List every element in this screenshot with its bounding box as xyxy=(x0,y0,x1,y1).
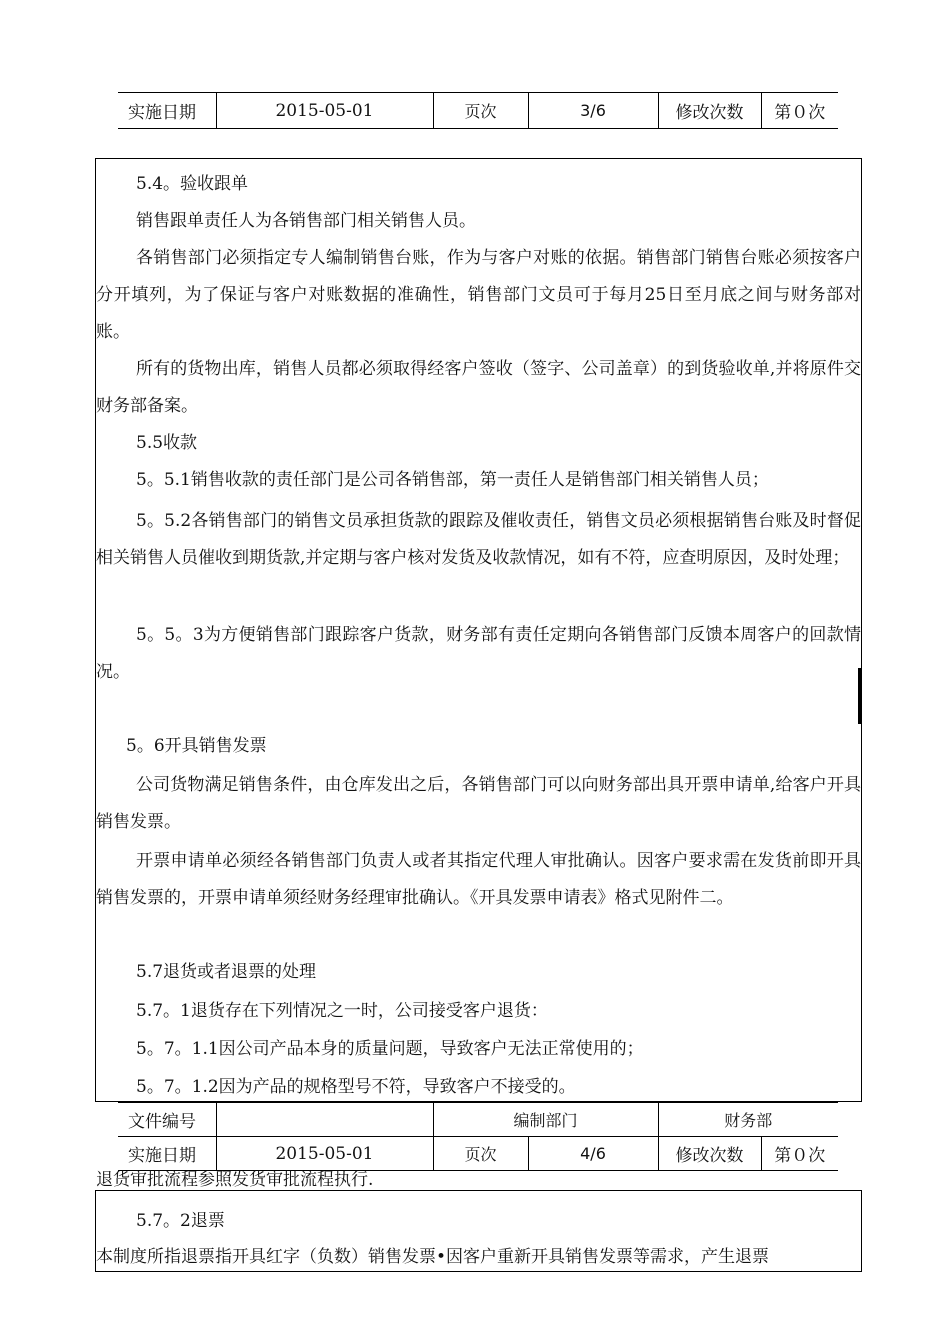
page-header-table xyxy=(118,92,838,129)
impl-date-label: 实施日期 xyxy=(118,93,216,129)
header-row xyxy=(118,1103,838,1137)
paragraph: 开票申请单必须经各销售部门负责人或者其指定代理人审批确认。因客户要求需在发货前即开具销售发票的，开票申请单须经财务经理审批确认。《开具发票申请表》格式见附件二。 xyxy=(96,851,861,908)
header-row xyxy=(118,1137,838,1171)
dept-label: 编制部门 xyxy=(433,1103,658,1137)
paragraph: 所有的货物出库，销售人员都必须取得经客户签收（签字、公司盖章）的到货验收单,并将原件交财务部备案。 xyxy=(96,359,861,416)
header-row xyxy=(118,93,838,129)
paragraph: 5。7。1.2因为产品的规格型号不符，导致客户不接受的。 xyxy=(136,1077,576,1097)
section-5-6-heading: 5。6开具销售发票 xyxy=(126,736,267,756)
page-label: 页次 xyxy=(433,1137,528,1171)
paragraph: 5.7。1退货存在下列情况之一时，公司接受客户退货： xyxy=(136,1001,548,1021)
section-5-7-heading: 5.7退货或者退票的处理 xyxy=(136,962,317,982)
content-box xyxy=(95,1190,862,1272)
page-label: 页次 xyxy=(433,93,528,129)
page-value: 3/6 xyxy=(528,93,658,129)
paragraph: 5。5.2各销售部门的销售文员承担货款的跟踪及催收责任，销售文员必须根据销售台账及时督促相关销售人员催收到期货款,并定期与客户核对发货及收款情况，如有不符，应查明原因，及时处理； xyxy=(96,511,861,568)
section-5-5-heading: 5.5收款 xyxy=(136,433,198,453)
border-mark xyxy=(858,668,861,724)
revision-label: 修改次数 xyxy=(658,1137,761,1171)
impl-date-value: 2015-05-01 xyxy=(216,1137,433,1171)
page-value: 4/6 xyxy=(528,1137,658,1171)
page-header-table xyxy=(118,1102,838,1171)
paragraph: 公司货物满足销售条件，由仓库发出之后，各销售部门可以向财务部出具开票申请单,给客户开具销售发票。 xyxy=(96,775,861,832)
impl-date-label: 实施日期 xyxy=(118,1137,216,1171)
loose-paragraph: 退货审批流程参照发货审批流程执行. xyxy=(96,1170,374,1190)
paragraph: 各销售部门必须指定专人编制销售台账，作为与客户对账的依据。销售部门销售台账必须按客户分开填列，为了保证与客户对账数据的准确性，销售部门文员可于每月25日至月底之间与财务部对账。 xyxy=(96,248,861,342)
content-box xyxy=(95,158,862,1102)
revision-value: 第０次 xyxy=(761,1137,838,1171)
paragraph: 销售跟单责任人为各销售部门相关销售人员。 xyxy=(136,211,476,231)
dept-value: 财务部 xyxy=(658,1103,838,1137)
revision-value: 第０次 xyxy=(761,93,838,129)
paragraph: 5。5.1销售收款的责任部门是公司各销售部，第一责任人是销售部门相关销售人员； xyxy=(136,470,769,490)
file-no-label: 文件编号 xyxy=(118,1103,216,1137)
paragraph: 本制度所指退票指开具红字（负数）销售发票•因客户重新开具销售发票等需求，产生退票 xyxy=(96,1247,770,1267)
revision-label: 修改次数 xyxy=(658,93,761,129)
impl-date-value: 2015-05-01 xyxy=(216,93,433,129)
paragraph: 5。5。3为方便销售部门跟踪客户货款，财务部有责任定期向各销售部门反馈本周客户的回款情况。 xyxy=(96,625,861,682)
section-5-7-2-heading: 5.7。2退票 xyxy=(136,1211,225,1231)
file-no-value xyxy=(216,1103,433,1137)
paragraph: 5。7。1.1因公司产品本身的质量问题，导致客户无法正常使用的； xyxy=(136,1039,644,1059)
section-5-4-heading: 5.4。验收跟单 xyxy=(136,174,249,194)
